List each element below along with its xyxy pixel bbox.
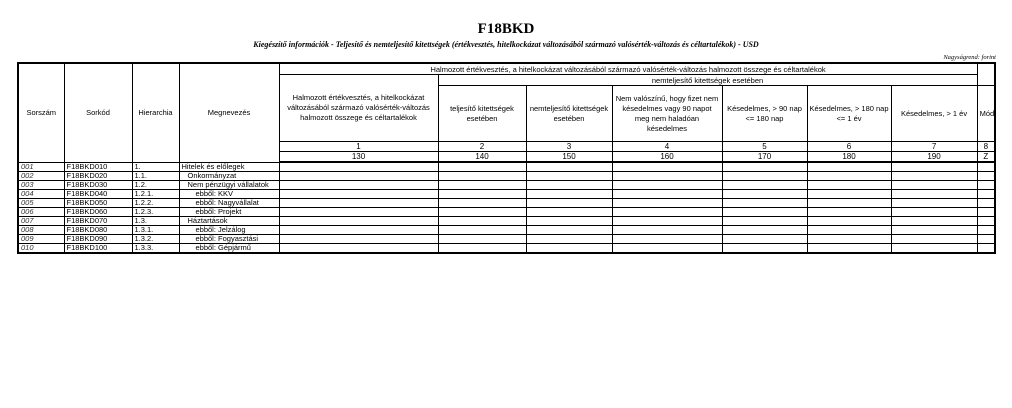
value-cell[interactable] xyxy=(612,235,722,244)
value-cell[interactable] xyxy=(891,208,977,217)
header-hierarchia: Hierarchia xyxy=(132,63,179,162)
value-cell[interactable] xyxy=(438,162,526,172)
header-col-5: Késedelmes, > 90 nap <= 180 nap xyxy=(722,86,807,142)
col-number: 3 xyxy=(526,142,612,152)
col-code: Z xyxy=(977,152,995,163)
col-code: 130 xyxy=(279,152,438,163)
table-row xyxy=(18,199,995,208)
value-cell[interactable] xyxy=(438,199,526,208)
header-megnevezes: Megnevezés xyxy=(179,63,279,162)
value-cell[interactable] xyxy=(891,181,977,190)
value-cell[interactable] xyxy=(612,217,722,226)
value-cell[interactable] xyxy=(279,226,438,235)
table-row xyxy=(18,235,995,244)
row-sorszam: 004 xyxy=(18,190,64,199)
value-cell[interactable] xyxy=(807,217,891,226)
value-cell[interactable] xyxy=(612,208,722,217)
row-hierarchia: 1.2. xyxy=(132,181,179,190)
row-sorszam: 009 xyxy=(18,235,64,244)
row-hierarchia: 1.2.1. xyxy=(132,190,179,199)
value-cell[interactable] xyxy=(526,235,612,244)
row-sorkod: F18BKD030 xyxy=(64,181,132,190)
value-cell[interactable] xyxy=(438,244,526,254)
table-row xyxy=(18,226,995,235)
row-megnevezes: ebből: KKV xyxy=(179,190,279,199)
row-hierarchia: 1.3.3. xyxy=(132,244,179,254)
header-group-nonperforming: nemteljesítő kitettségek esetében xyxy=(438,75,977,86)
row-megnevezes: Önkormányzat xyxy=(179,172,279,181)
col-number: 2 xyxy=(438,142,526,152)
value-cell[interactable] xyxy=(807,181,891,190)
value-cell[interactable] xyxy=(279,162,438,172)
row-megnevezes: ebből: Projekt xyxy=(179,208,279,217)
row-sorszam: 005 xyxy=(18,199,64,208)
header-sorszam: Sorszám xyxy=(18,63,64,162)
header-blank xyxy=(977,63,995,86)
value-cell[interactable] xyxy=(279,244,438,254)
value-cell[interactable] xyxy=(612,199,722,208)
col-code: 180 xyxy=(807,152,891,163)
page-subtitle: Kiegészítő információk - Teljesítő és nemteljesítő kitettségek (értékvesztés, hitelkockázat változásából származó valósérték-változás és céltartalékok) - USD xyxy=(253,40,759,49)
row-sorkod: F18BKD060 xyxy=(64,208,132,217)
row-sorszam: 003 xyxy=(18,181,64,190)
value-cell[interactable] xyxy=(526,226,612,235)
col-number: 7 xyxy=(891,142,977,152)
col-number: 4 xyxy=(612,142,722,152)
value-cell[interactable] xyxy=(279,208,438,217)
value-cell[interactable] xyxy=(612,162,722,172)
header-col-3: nemteljesítő kitettségek esetében xyxy=(526,86,612,142)
value-cell[interactable] xyxy=(977,181,995,190)
header-col-2: teljesítő kitettségek esetében xyxy=(438,86,526,142)
value-cell[interactable] xyxy=(807,199,891,208)
table-row xyxy=(18,162,995,172)
row-sorkod: F18BKD090 xyxy=(64,235,132,244)
value-cell[interactable] xyxy=(891,235,977,244)
value-cell[interactable] xyxy=(722,190,807,199)
value-cell[interactable] xyxy=(891,172,977,181)
value-cell[interactable] xyxy=(977,235,995,244)
col-code: 160 xyxy=(612,152,722,163)
row-hierarchia: 1.3.2. xyxy=(132,235,179,244)
value-cell[interactable] xyxy=(807,235,891,244)
value-cell[interactable] xyxy=(526,162,612,172)
value-cell[interactable] xyxy=(612,226,722,235)
value-cell[interactable] xyxy=(526,181,612,190)
row-sorkod: F18BKD050 xyxy=(64,199,132,208)
value-cell[interactable] xyxy=(722,226,807,235)
table-row xyxy=(18,190,995,199)
table-row xyxy=(18,208,995,217)
value-cell[interactable] xyxy=(977,190,995,199)
value-cell[interactable] xyxy=(891,162,977,172)
value-cell[interactable] xyxy=(807,244,891,254)
col-number: 8 xyxy=(977,142,995,152)
report-table xyxy=(17,62,996,254)
value-cell[interactable] xyxy=(438,181,526,190)
row-hierarchia: 1.1. xyxy=(132,172,179,181)
value-cell[interactable] xyxy=(977,226,995,235)
value-cell[interactable] xyxy=(891,217,977,226)
table-row xyxy=(18,244,995,254)
header-col-8: Mód xyxy=(977,86,995,142)
value-cell[interactable] xyxy=(722,181,807,190)
value-cell[interactable] xyxy=(722,244,807,254)
row-megnevezes: ebből: Nagyvállalat xyxy=(179,199,279,208)
value-cell[interactable] xyxy=(977,172,995,181)
value-cell[interactable] xyxy=(526,190,612,199)
header-col-6: Késedelmes, > 180 nap <= 1 év xyxy=(807,86,891,142)
value-cell[interactable] xyxy=(977,199,995,208)
value-cell[interactable] xyxy=(807,162,891,172)
value-cell[interactable] xyxy=(526,244,612,254)
row-sorszam: 001 xyxy=(18,162,64,172)
row-hierarchia: 1.3. xyxy=(132,217,179,226)
value-cell[interactable] xyxy=(807,226,891,235)
value-cell[interactable] xyxy=(891,226,977,235)
row-hierarchia: 1.2.3. xyxy=(132,208,179,217)
header-col-7: Késedelmes, > 1 év xyxy=(891,86,977,142)
row-megnevezes: ebből: Jelzálog xyxy=(179,226,279,235)
header-group-impairment: Halmozott értékvesztés, a hitelkockázat változásából származó valósérték-változás halmozott összege és céltartalékok xyxy=(279,63,977,75)
value-cell[interactable] xyxy=(526,208,612,217)
value-cell[interactable] xyxy=(722,235,807,244)
value-cell[interactable] xyxy=(612,181,722,190)
value-cell[interactable] xyxy=(438,190,526,199)
value-cell[interactable] xyxy=(977,217,995,226)
value-cell[interactable] xyxy=(722,208,807,217)
table-row xyxy=(18,181,995,190)
value-cell[interactable] xyxy=(807,190,891,199)
col-code: 150 xyxy=(526,152,612,163)
row-sorszam: 002 xyxy=(18,172,64,181)
value-cell[interactable] xyxy=(807,208,891,217)
row-hierarchia: 1.3.1. xyxy=(132,226,179,235)
value-cell[interactable] xyxy=(438,226,526,235)
col-code: 190 xyxy=(891,152,977,163)
value-cell[interactable] xyxy=(612,172,722,181)
row-megnevezes: Háztartások xyxy=(179,217,279,226)
unit-note: Nagyságrend: forint xyxy=(943,54,996,61)
value-cell[interactable] xyxy=(438,172,526,181)
col-code: 170 xyxy=(722,152,807,163)
value-cell[interactable] xyxy=(722,172,807,181)
value-cell[interactable] xyxy=(279,217,438,226)
row-hierarchia: 1.2.2. xyxy=(132,199,179,208)
row-sorkod: F18BKD080 xyxy=(64,226,132,235)
row-megnevezes: Nem pénzügyi vállalatok xyxy=(179,181,279,190)
col-number: 1 xyxy=(279,142,438,152)
row-sorkod: F18BKD010 xyxy=(64,162,132,172)
col-number: 5 xyxy=(722,142,807,152)
value-cell[interactable] xyxy=(891,199,977,208)
value-cell[interactable] xyxy=(807,172,891,181)
header-col-4: Nem valószínű, hogy fizet nem késedelmes vagy 90 napot meg nem haladóan késedelmes xyxy=(612,86,722,142)
value-cell[interactable] xyxy=(891,244,977,254)
value-cell[interactable] xyxy=(526,217,612,226)
row-sorszam: 006 xyxy=(18,208,64,217)
row-sorkod: F18BKD070 xyxy=(64,217,132,226)
row-megnevezes: ebből: Gépjármű xyxy=(179,244,279,254)
value-cell[interactable] xyxy=(977,208,995,217)
row-megnevezes: ebből: Fogyasztási xyxy=(179,235,279,244)
row-sorkod: F18BKD100 xyxy=(64,244,132,254)
table-row xyxy=(18,172,995,181)
value-cell[interactable] xyxy=(612,244,722,254)
value-cell[interactable] xyxy=(977,244,995,254)
row-sorkod: F18BKD020 xyxy=(64,172,132,181)
row-sorszam: 008 xyxy=(18,226,64,235)
value-cell[interactable] xyxy=(438,217,526,226)
table-row xyxy=(18,217,995,226)
value-cell[interactable] xyxy=(526,172,612,181)
value-cell[interactable] xyxy=(279,190,438,199)
row-sorszam: 007 xyxy=(18,217,64,226)
col-code: 140 xyxy=(438,152,526,163)
col-number: 6 xyxy=(807,142,891,152)
row-hierarchia: 1. xyxy=(132,162,179,172)
value-cell[interactable] xyxy=(722,162,807,172)
value-cell[interactable] xyxy=(722,217,807,226)
value-cell[interactable] xyxy=(438,235,526,244)
value-cell[interactable] xyxy=(279,172,438,181)
value-cell[interactable] xyxy=(438,208,526,217)
value-cell[interactable] xyxy=(722,199,807,208)
value-cell[interactable] xyxy=(977,162,995,172)
row-megnevezes: Hitelek és előlegek xyxy=(179,162,279,172)
header-col-1: Halmozott értékvesztés, a hitelkockázat változásából származó valósérték-változás halmozott összege és céltartalékok xyxy=(279,75,438,142)
value-cell[interactable] xyxy=(279,199,438,208)
value-cell[interactable] xyxy=(612,190,722,199)
row-sorszam: 010 xyxy=(18,244,64,254)
page-title: F18BKD xyxy=(477,21,535,37)
value-cell[interactable] xyxy=(279,235,438,244)
row-sorkod: F18BKD040 xyxy=(64,190,132,199)
value-cell[interactable] xyxy=(279,181,438,190)
value-cell[interactable] xyxy=(891,190,977,199)
header-sorkod: Sorkód xyxy=(64,63,132,162)
value-cell[interactable] xyxy=(526,199,612,208)
